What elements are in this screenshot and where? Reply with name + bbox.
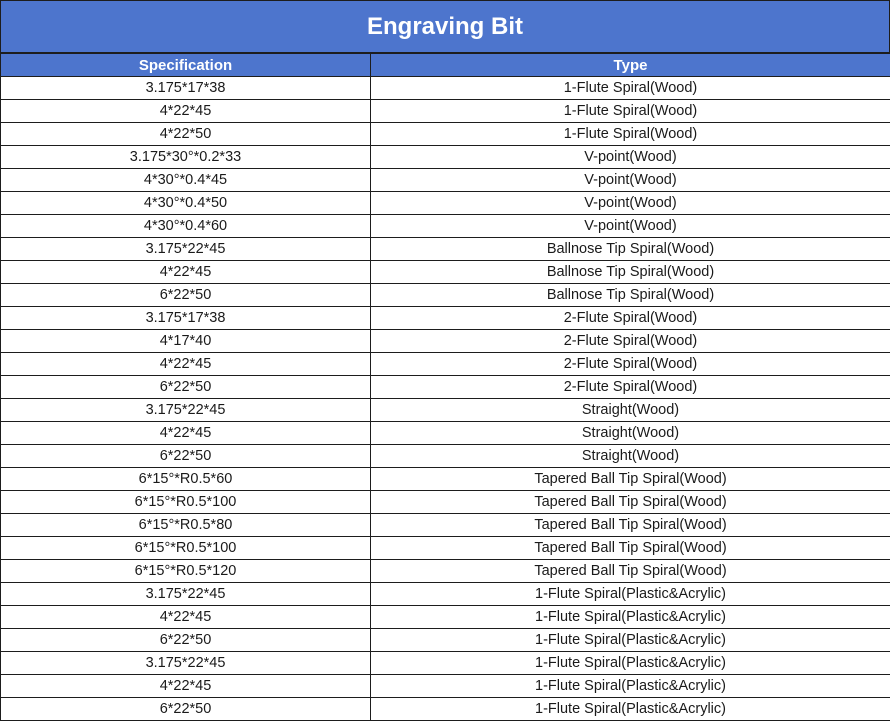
spec-cell: 6*22*50 [1,284,371,307]
table-row [1,307,890,330]
type-cell: 1-Flute Spiral(Wood) [371,123,890,146]
type-cell: 1-Flute Spiral(Plastic&Acrylic) [371,675,890,698]
type-cell: Straight(Wood) [371,422,890,445]
type-cell: Straight(Wood) [371,399,890,422]
type-cell: V-point(Wood) [371,215,890,238]
spec-cell: 6*15°*R0.5*60 [1,468,371,491]
spec-cell: 4*22*50 [1,123,371,146]
type-cell: Tapered Ball Tip Spiral(Wood) [371,560,890,583]
type-cell: Ballnose Tip Spiral(Wood) [371,238,890,261]
table-row [1,376,890,399]
type-cell: Tapered Ball Tip Spiral(Wood) [371,514,890,537]
type-cell: 1-Flute Spiral(Plastic&Acrylic) [371,606,890,629]
type-cell: Ballnose Tip Spiral(Wood) [371,261,890,284]
spec-cell: 6*22*50 [1,629,371,652]
spec-cell: 3.175*22*45 [1,238,371,261]
spec-cell: 4*22*45 [1,675,371,698]
type-cell: 1-Flute Spiral(Plastic&Acrylic) [371,698,890,721]
type-cell: V-point(Wood) [371,192,890,215]
type-cell: 2-Flute Spiral(Wood) [371,353,890,376]
table-row [1,399,890,422]
spec-cell: 3.175*22*45 [1,583,371,606]
table-row [1,652,890,675]
spec-cell: 4*30°*0.4*50 [1,192,371,215]
table-row [1,560,890,583]
table-row [1,606,890,629]
type-cell: 1-Flute Spiral(Wood) [371,100,890,123]
type-cell: V-point(Wood) [371,146,890,169]
spec-cell: 3.175*17*38 [1,307,371,330]
table-row [1,192,890,215]
type-cell: 2-Flute Spiral(Wood) [371,307,890,330]
spec-cell: 3.175*30°*0.2*33 [1,146,371,169]
spec-cell: 6*22*50 [1,698,371,721]
spec-cell: 4*22*45 [1,353,371,376]
table-row [1,675,890,698]
type-cell: 1-Flute Spiral(Plastic&Acrylic) [371,629,890,652]
table-title: Engraving Bit [0,0,890,53]
table-row [1,169,890,192]
spec-cell: 4*22*45 [1,100,371,123]
type-cell: Tapered Ball Tip Spiral(Wood) [371,537,890,560]
type-cell: 2-Flute Spiral(Wood) [371,330,890,353]
spec-cell: 4*30°*0.4*60 [1,215,371,238]
table-row [1,284,890,307]
table-row [1,77,890,100]
spec-cell: 3.175*22*45 [1,399,371,422]
column-header-specification: Specification [1,54,371,77]
column-header-type: Type [371,54,890,77]
type-cell: 2-Flute Spiral(Wood) [371,376,890,399]
spec-cell: 3.175*22*45 [1,652,371,675]
header-row [1,54,890,77]
spec-cell: 6*22*50 [1,376,371,399]
table-row [1,629,890,652]
type-cell: Tapered Ball Tip Spiral(Wood) [371,491,890,514]
spec-cell: 6*15°*R0.5*120 [1,560,371,583]
type-cell: Straight(Wood) [371,445,890,468]
type-cell: 1-Flute Spiral(Plastic&Acrylic) [371,583,890,606]
table-row [1,215,890,238]
spec-cell: 4*30°*0.4*45 [1,169,371,192]
table-row [1,146,890,169]
spec-cell: 6*15°*R0.5*100 [1,491,371,514]
spec-cell: 3.175*17*38 [1,77,371,100]
type-cell: V-point(Wood) [371,169,890,192]
table-row [1,537,890,560]
table-row [1,514,890,537]
table-row [1,491,890,514]
type-cell: 1-Flute Spiral(Wood) [371,77,890,100]
table-row [1,238,890,261]
spec-cell: 4*22*45 [1,261,371,284]
table-row [1,100,890,123]
spec-cell: 6*15°*R0.5*100 [1,537,371,560]
spec-cell: 4*17*40 [1,330,371,353]
spec-cell: 4*22*45 [1,422,371,445]
table-row [1,698,890,721]
engraving-bit-table [0,53,890,721]
spec-cell: 4*22*45 [1,606,371,629]
type-cell: Tapered Ball Tip Spiral(Wood) [371,468,890,491]
table-row [1,261,890,284]
table-row [1,422,890,445]
table-row [1,353,890,376]
table-row [1,468,890,491]
table-body [1,77,890,721]
table-row [1,583,890,606]
table-row [1,330,890,353]
type-cell: Ballnose Tip Spiral(Wood) [371,284,890,307]
spec-cell: 6*22*50 [1,445,371,468]
table-row [1,123,890,146]
table-row [1,445,890,468]
type-cell: 1-Flute Spiral(Plastic&Acrylic) [371,652,890,675]
spec-cell: 6*15°*R0.5*80 [1,514,371,537]
